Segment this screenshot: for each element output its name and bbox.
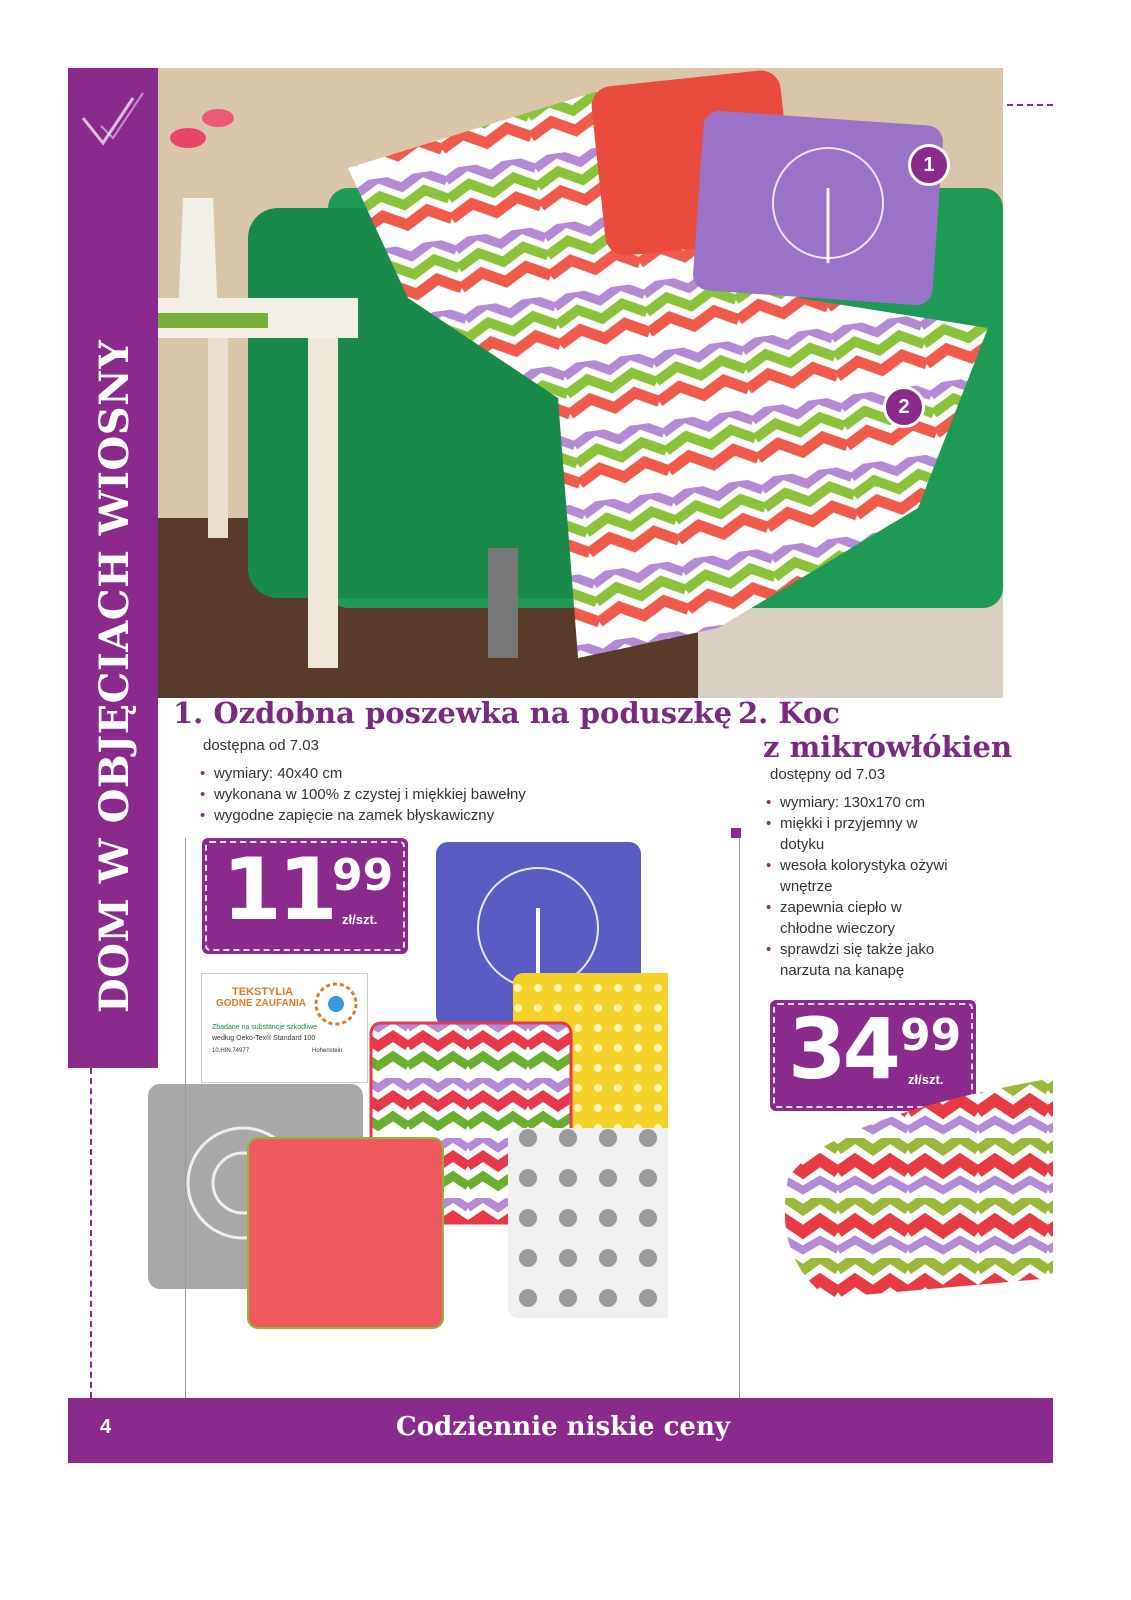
cert-line-1: TEKSTYLIA [232,986,294,998]
product2-title [738,696,1038,764]
flyer-page [68,68,1053,1463]
price-decimal: 99 [332,850,394,901]
product2-availability: dostępny od 7.03 [770,766,886,783]
feature-item: • sprawdzi się także jako narzuta na kanapę [764,939,954,981]
spring-logo-icon [73,78,153,158]
product1-features [198,763,618,826]
page-number: 4 [100,1416,112,1438]
price-unit: zł/szt. [908,1072,944,1087]
product2-title-line1: 2. Koc [738,696,840,730]
footer-slogan: Codziennie niskie ceny [396,1412,730,1442]
feature-item: • wykonana w 100% z czystej i miękkiej bawełny [198,784,618,805]
footer-bar [68,1398,1053,1463]
feature-item: • wesoła kolorystyka ożywi wnętrze [764,855,954,897]
sidebar-dashed-line [90,1068,92,1398]
product1-title: 1. Ozdobna poszewka na poduszkę [173,696,733,730]
hero-badge-2: 2 [883,386,925,428]
column-divider-right [739,828,740,1398]
cert-line-3: Zbadane na substancje szkodliwe [212,1024,318,1031]
column-marker [731,828,741,838]
cushions-photo [108,838,668,1398]
feature-item: • miękki i przyjemny w dotyku [764,813,954,855]
price-unit: zł/szt. [342,912,378,927]
cert-line-5: 10.HIN.74977 [212,1048,250,1054]
blanket-photo [768,1078,1053,1318]
feature-item: • wymiary: 40x40 cm [198,763,618,784]
price-decimal: 99 [900,1010,962,1061]
feature-item: • zapewnia ciepło w chłodne wieczory [764,897,954,939]
cert-line-2: GODNE ZAUFANIA [216,998,306,1009]
product2-features [764,792,954,981]
cert-line-4: według Oeko-Tex® Standard 100 [212,1035,316,1042]
feature-item: • wymiary: 130x170 cm [764,792,954,813]
sidebar-title: DOM W OBJĘCIACH WIOSNY [91,339,138,1013]
cert-line-6: Hohenstein [312,1048,343,1054]
product1-availability: dostępna od 7.03 [203,737,319,754]
price-integer: 34 [788,1000,897,1098]
hero-badge-1: 1 [908,144,950,186]
column-divider-left [185,838,186,1398]
price-integer: 11 [222,840,334,940]
hero-photo [158,68,1003,698]
product2-title-line2: z mikrowłókien [763,730,1013,764]
feature-item: • wygodne zapięcie na zamek błyskawiczny [198,805,618,826]
